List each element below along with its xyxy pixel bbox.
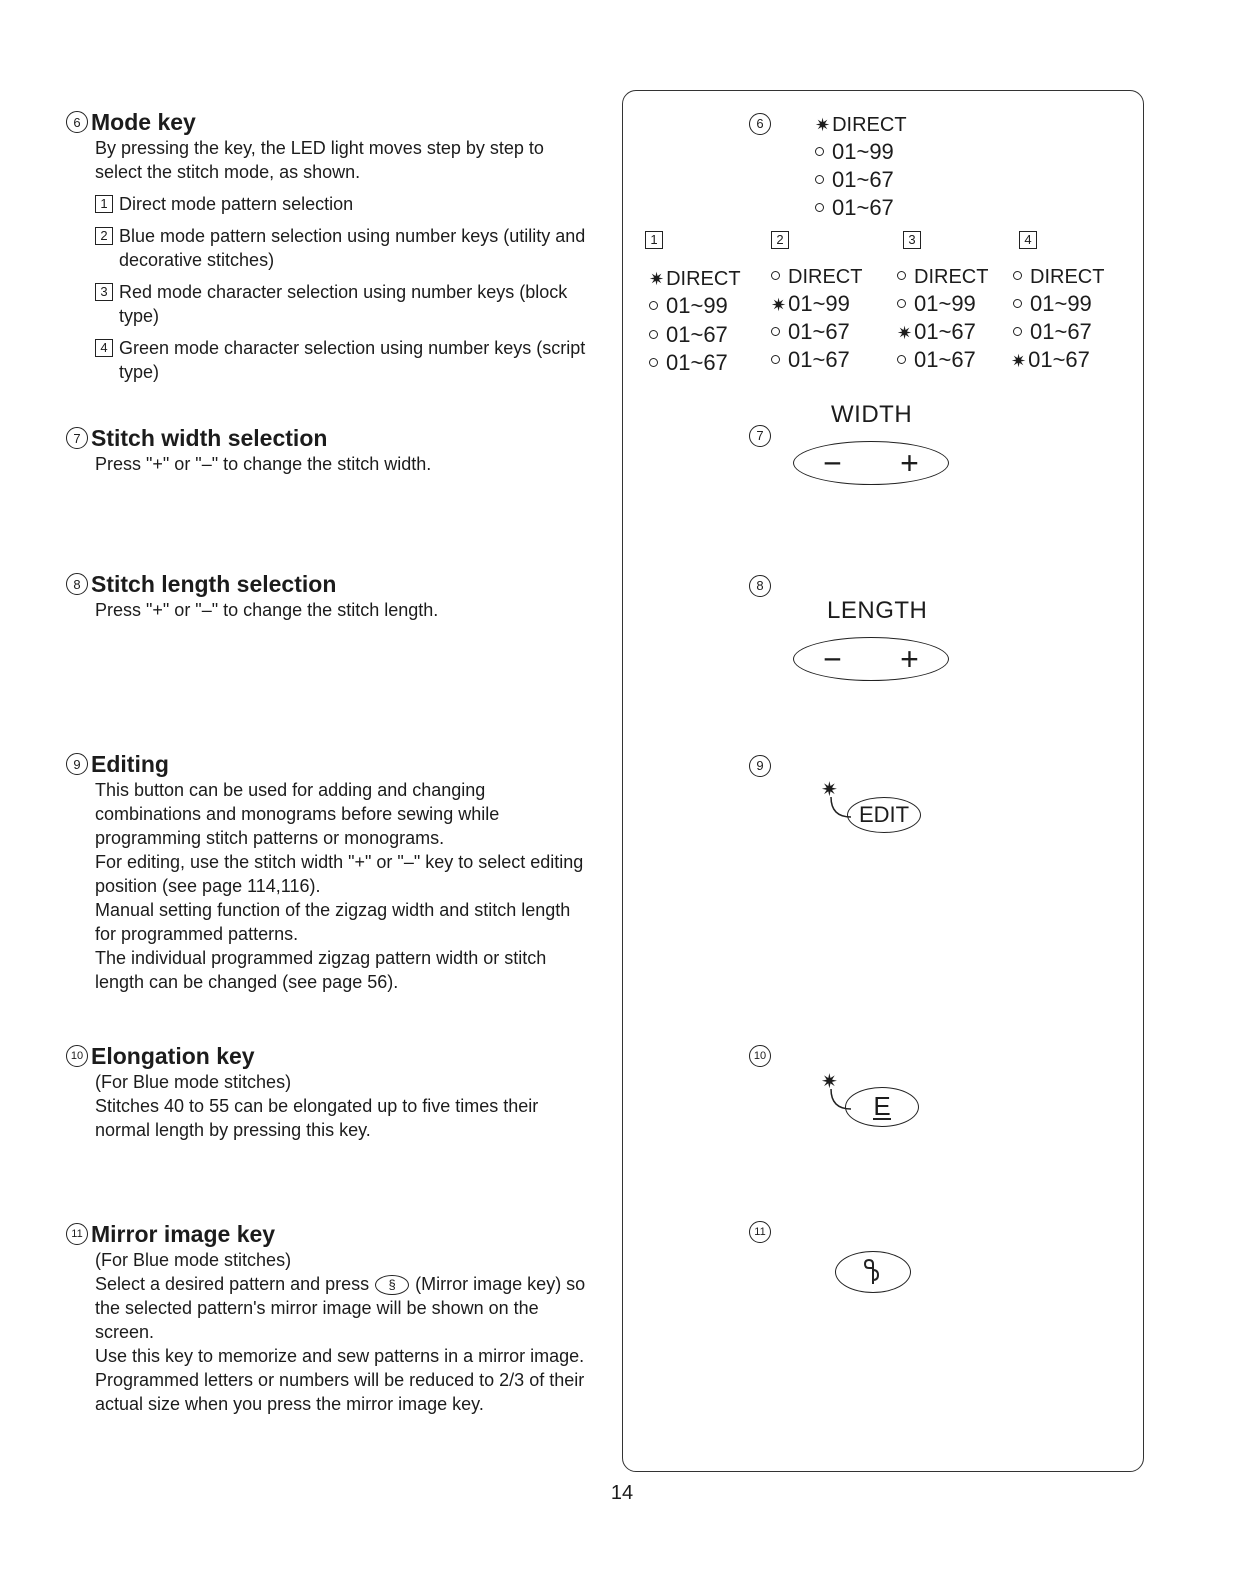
- circled-number: 6: [749, 113, 771, 135]
- length-label: LENGTH: [827, 597, 928, 624]
- edit-key: [847, 797, 921, 833]
- mode-item-text: Green mode character selection using number keys (script type): [119, 338, 586, 382]
- led-lit-icon: ✷: [897, 323, 913, 343]
- section-heading: [66, 1042, 586, 1070]
- section-heading: [66, 108, 586, 136]
- length-key: [793, 637, 949, 681]
- mode-line: 01~67: [815, 194, 894, 222]
- mode-line: 01~99: [897, 290, 976, 318]
- section-text: Press "+" or "–" to change the stitch length.: [95, 600, 439, 620]
- section-title: Editing: [91, 751, 169, 777]
- mode-line: DIRECT: [771, 263, 862, 291]
- led-off-icon: [1013, 299, 1022, 308]
- section-text: [95, 1272, 586, 1344]
- section-title: Mode key: [91, 109, 196, 135]
- mode-line: 01~67: [771, 318, 850, 346]
- elongation-key-label: E: [873, 1091, 891, 1121]
- section-text: (For Blue mode stitches): [95, 1250, 292, 1270]
- mode-item: [95, 336, 586, 384]
- section-text: (For Blue mode stitches): [95, 1072, 292, 1092]
- mode-line: DIRECT: [897, 263, 988, 291]
- boxed-number: 3: [903, 231, 921, 249]
- control-panel-illustration: [622, 90, 1144, 1472]
- circled-number: 6: [66, 111, 88, 133]
- section-heading: [66, 570, 586, 598]
- mode-line: 01~99: [1013, 290, 1092, 318]
- section-heading: [66, 750, 586, 778]
- mode-item: [95, 224, 586, 272]
- section-title: Mirror image key: [91, 1221, 276, 1247]
- mode-line: ✷01~67: [897, 318, 976, 347]
- led-off-icon: [897, 271, 906, 280]
- boxed-number: 2: [771, 231, 789, 249]
- led-off-icon: [771, 271, 780, 280]
- boxed-number: 1: [645, 231, 663, 249]
- text-fragment: (Mirror image key) so the selected pattern's mirror image will be shown on the screen.: [95, 1274, 586, 1342]
- mode-line: ✷01~67: [1011, 346, 1090, 375]
- mirror-image-icon: §: [375, 1275, 409, 1295]
- mode-line: 01~99: [815, 138, 894, 166]
- width-key: [793, 441, 949, 485]
- circled-number: 11: [749, 1221, 771, 1243]
- led-lit-icon: ✷: [1011, 351, 1027, 371]
- led-off-icon: [815, 147, 824, 156]
- section-heading: [66, 1220, 586, 1248]
- boxed-number: 4: [95, 339, 113, 357]
- led-off-icon: [649, 330, 658, 339]
- led-off-icon: [1013, 271, 1022, 280]
- section-text: Manual setting function of the zigzag width and stitch length for programmed patterns.: [95, 900, 571, 944]
- mirror-image-key: [835, 1251, 911, 1293]
- led-off-icon: [649, 358, 658, 367]
- circled-number: 9: [66, 753, 88, 775]
- minus-icon: −: [823, 641, 842, 677]
- circled-number: 8: [66, 573, 88, 595]
- section-heading: [66, 424, 586, 452]
- section-text: Press "+" or "–" to change the stitch width.: [95, 454, 432, 474]
- led-off-icon: [649, 301, 658, 310]
- led-lit-icon: ✷: [649, 269, 665, 289]
- section-text: The individual programmed zigzag pattern width or stitch length can be changed (see page 56).: [95, 948, 547, 992]
- led-off-icon: [897, 355, 906, 364]
- text-fragment: Select a desired pattern and press: [95, 1274, 370, 1294]
- mode-item-text: Blue mode pattern selection using number keys (utility and decorative stitches): [119, 226, 586, 270]
- mode-item-text: Direct mode pattern selection: [119, 194, 354, 214]
- plus-icon: +: [900, 641, 919, 677]
- mode-line: ✷01~99: [771, 290, 850, 319]
- section-stitch-length: [66, 570, 586, 622]
- minus-icon: −: [823, 445, 842, 481]
- boxed-number: 3: [95, 283, 113, 301]
- page-number: 14: [610, 1482, 634, 1504]
- mode-line: 01~99: [649, 292, 728, 320]
- led-lit-icon: ✷: [815, 115, 831, 135]
- mirror-image-icon: [862, 1258, 884, 1286]
- circled-number: 7: [749, 425, 771, 447]
- section-text: This button can be used for adding and changing combinations and monograms before sewing while programming stitch patterns or monograms.: [95, 780, 500, 848]
- circled-number: 8: [749, 575, 771, 597]
- width-label: WIDTH: [831, 401, 913, 428]
- section-stitch-width: [66, 424, 586, 476]
- led-lit-icon: ✷: [771, 295, 787, 315]
- circled-number: 9: [749, 755, 771, 777]
- boxed-number: 4: [1019, 231, 1037, 249]
- circled-number: 7: [66, 427, 88, 449]
- edit-key-label: EDIT: [858, 802, 910, 827]
- elongation-key: [845, 1087, 919, 1127]
- led-off-icon: [771, 355, 780, 364]
- led-off-icon: [815, 175, 824, 184]
- led-lit-icon: ✷: [821, 1071, 838, 1093]
- mode-line: 01~67: [815, 166, 894, 194]
- led-off-icon: [1013, 327, 1022, 336]
- mode-line: 01~67: [649, 321, 728, 349]
- led-off-icon: [897, 299, 906, 308]
- section-title: Elongation key: [91, 1043, 255, 1069]
- mode-item: [95, 280, 586, 328]
- section-text: Stitches 40 to 55 can be elongated up to five times their normal length by pressing this key.: [95, 1096, 539, 1140]
- mode-line: 01~67: [771, 346, 850, 374]
- mode-line: 01~67: [897, 346, 976, 374]
- section-text: Use this key to memorize and sew patterns in a mirror image. Programmed letters or numbers will be reduced to 2/3 of their actual size when you press the mirror image key.: [95, 1346, 585, 1414]
- section-title: Stitch width selection: [91, 425, 328, 451]
- section-mirror-image: [66, 1220, 586, 1416]
- section-editing: [66, 750, 586, 994]
- boxed-number: 1: [95, 195, 113, 213]
- mode-item-text: Red mode character selection using number keys (block type): [119, 282, 568, 326]
- section-elongation: [66, 1042, 586, 1142]
- section-mode-key: [66, 108, 586, 392]
- circled-number: 10: [66, 1045, 88, 1067]
- circled-number: 11: [66, 1223, 88, 1245]
- mode-line: ✷ DIRECT: [649, 265, 741, 293]
- mode-line: 01~67: [1013, 318, 1092, 346]
- section-text: For editing, use the stitch width "+" or "–" key to select editing position (see page 114,116).: [95, 852, 584, 896]
- boxed-number: 2: [95, 227, 113, 245]
- mode-line: 01~67: [649, 349, 728, 377]
- mode-item: [95, 192, 586, 216]
- led-off-icon: [815, 203, 824, 212]
- mode-line: DIRECT: [1013, 263, 1104, 291]
- plus-icon: +: [900, 445, 919, 481]
- section-title: Stitch length selection: [91, 571, 337, 597]
- led-lit-icon: ✷: [821, 779, 838, 801]
- section-intro: By pressing the key, the LED light moves step by step to select the stitch mode, as shown.: [95, 138, 544, 182]
- led-off-icon: [771, 327, 780, 336]
- circled-number: 10: [749, 1045, 771, 1067]
- mode-line: ✷ DIRECT: [815, 111, 907, 139]
